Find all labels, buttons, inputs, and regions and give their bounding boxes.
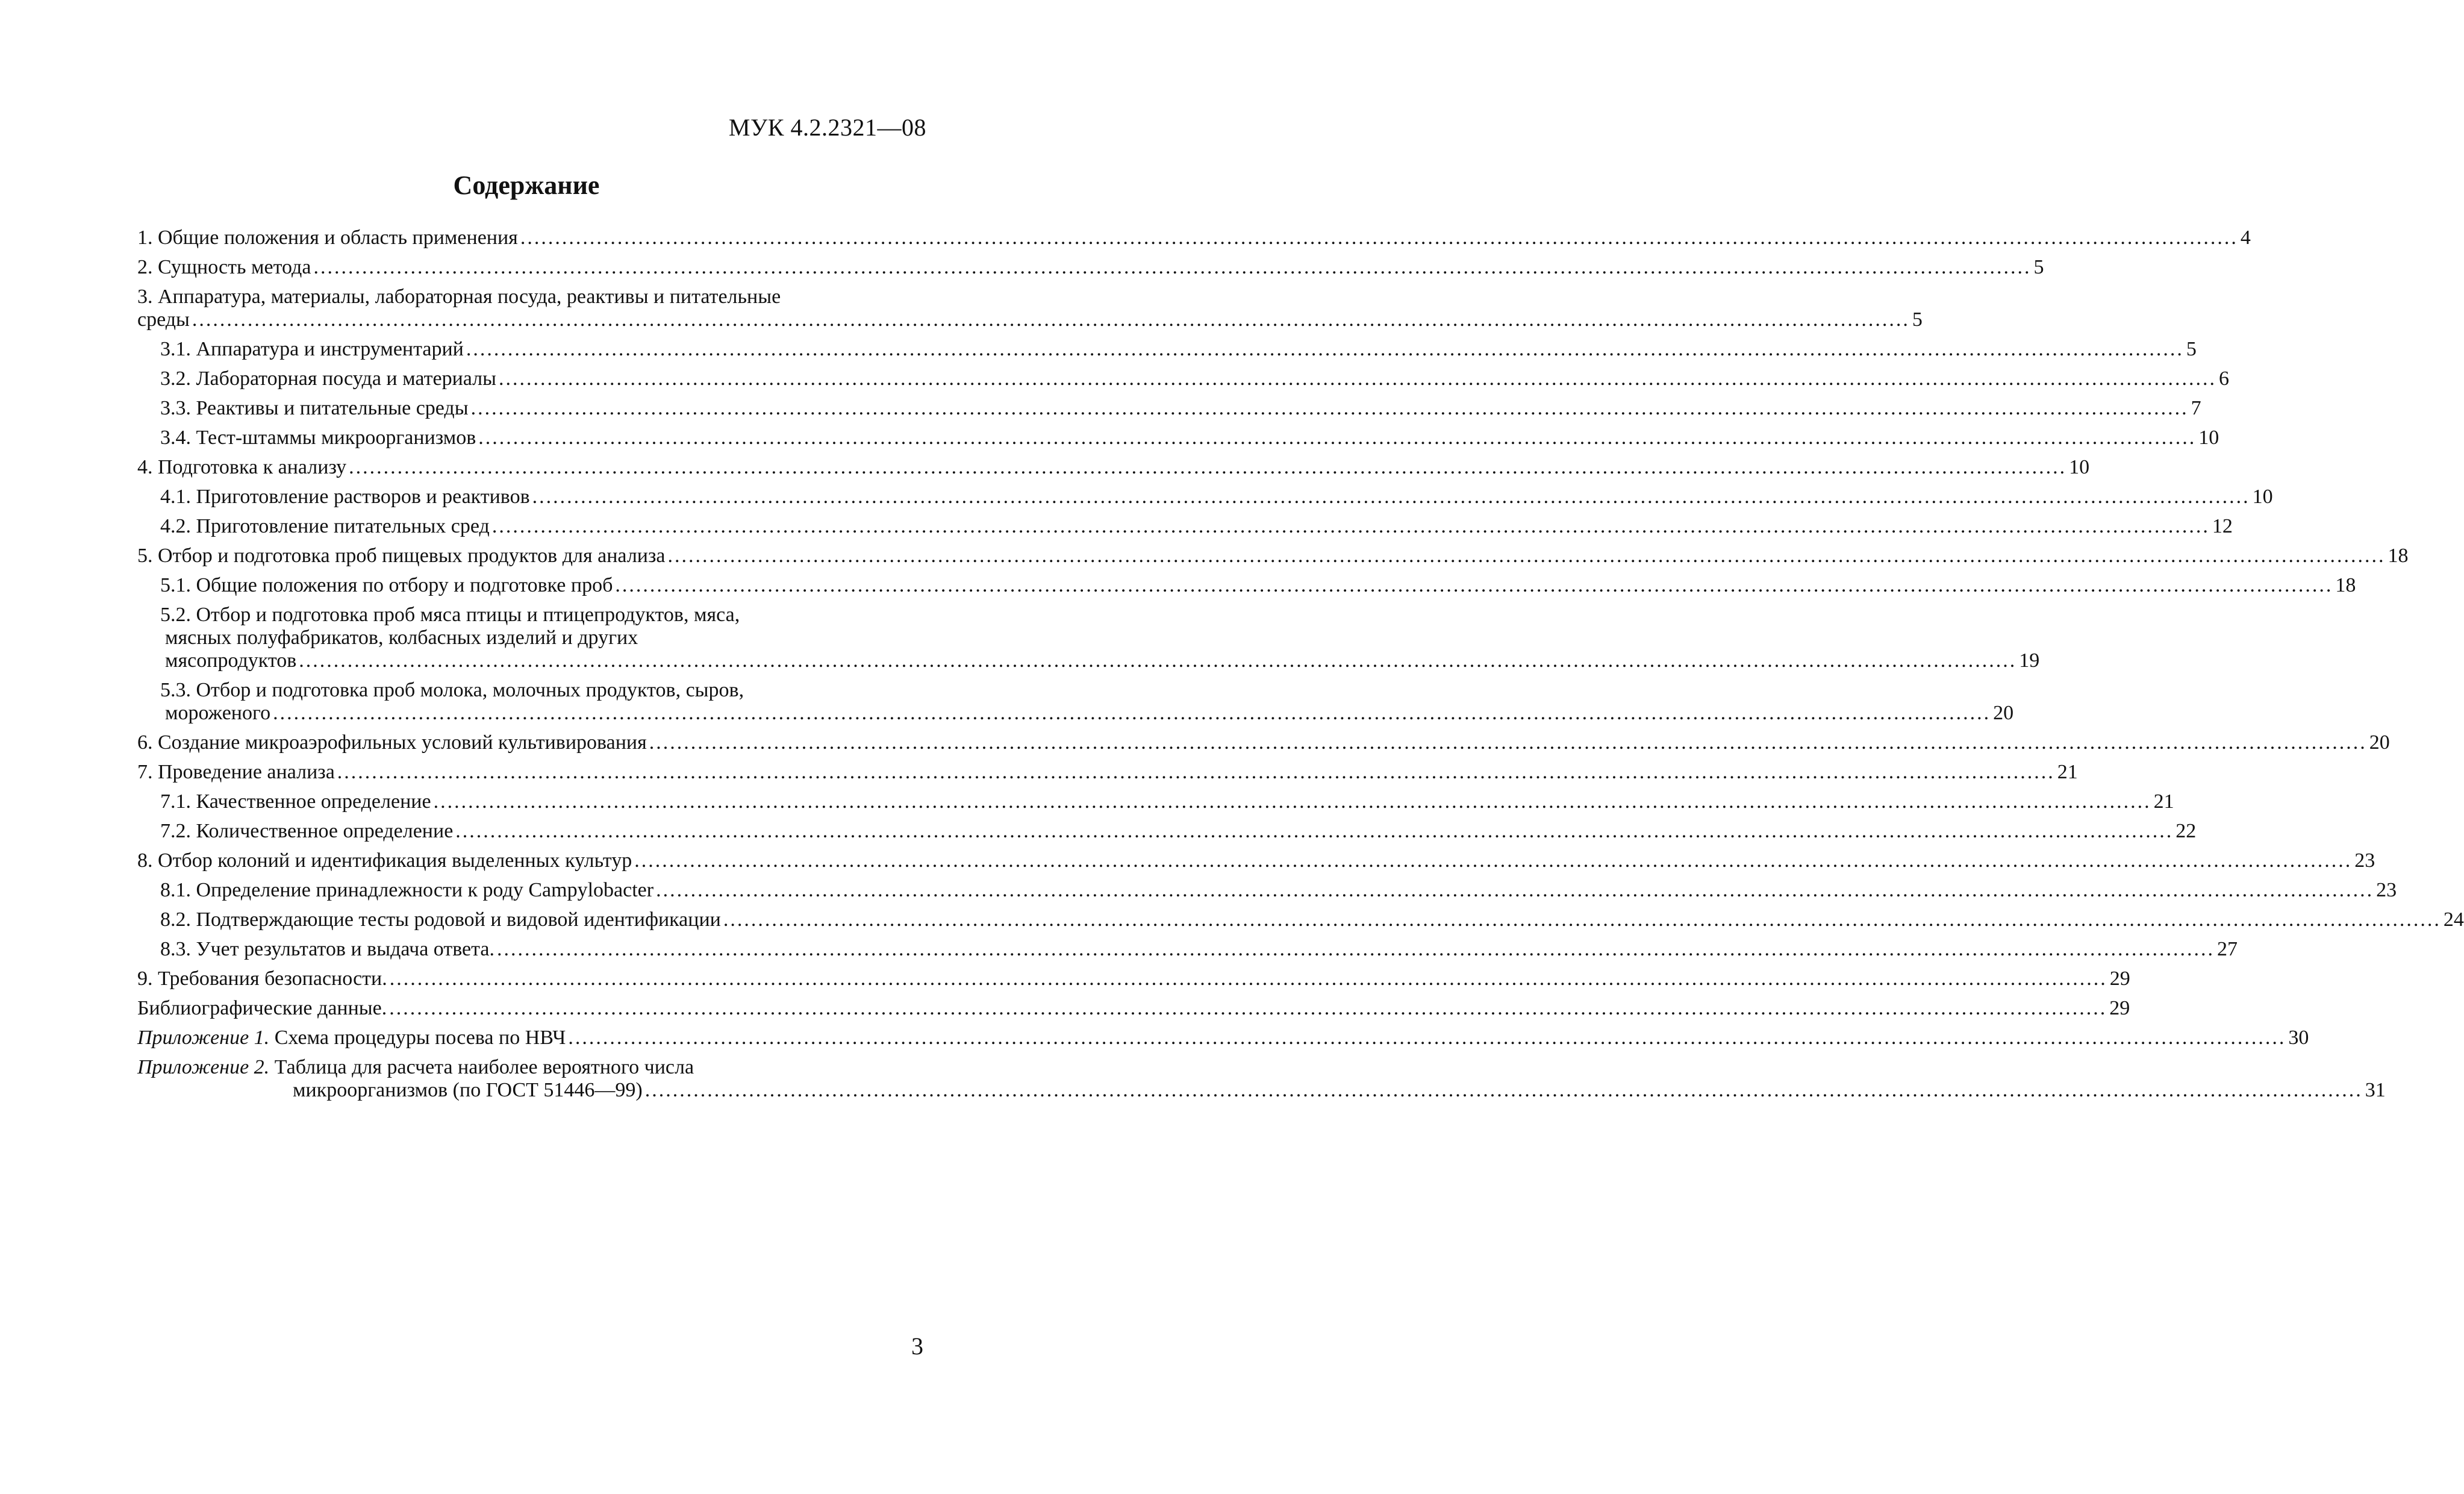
toc-entry-text: 6. Создание микроаэрофильных условий культивирования [137,731,647,754]
dot-leader [390,967,2107,990]
toc-entry-text: Таблица для расчета наиболее вероятного числа [269,1056,694,1078]
dot-leader [668,545,2386,567]
toc-entry [137,731,2390,754]
toc-entry-text: 4.1. Приготовление растворов и реактивов [160,486,530,508]
toc-entry-last-line [137,1079,2386,1102]
toc-entry-last-line [160,702,2014,725]
toc-entry-last-line [160,574,2356,597]
toc-entry [137,1056,2386,1102]
toc-entry [137,545,2409,567]
toc-entry-text: среды [137,308,190,331]
toc-entry-last-line [137,967,2130,990]
toc-entry-text: 5. Отбор и подготовка проб пищевых продуктов для анализа [137,545,666,567]
toc-entry-last-line [160,908,2464,931]
dot-leader [649,731,2367,754]
toc-page-number: 10 [2198,427,2219,449]
toc-entry-text: 2. Сущность метода [137,256,311,278]
toc-entry-text: 7.1. Качественное определение [160,790,431,813]
toc-page-number: 5 [2186,338,2197,360]
toc-page-number: 20 [1993,702,2014,724]
appendix-label: Приложение 1. [137,1027,270,1049]
dot-leader [497,938,2215,961]
toc-page-number: 23 [2354,849,2375,872]
toc-entry-line [137,286,928,308]
toc-page-number: 4 [2240,227,2251,249]
toc-page-number: 30 [2288,1027,2309,1049]
dot-leader [568,1027,2286,1049]
toc-entry [137,997,2130,1020]
toc-page-number: 5 [1912,308,1923,331]
toc-entry-last-line [137,849,2375,872]
toc-page-number: 21 [2153,790,2174,813]
toc-entry-last-line [137,308,1923,331]
toc-entry-text: мороженого [165,702,271,724]
page-title: Содержание [453,170,600,200]
toc-entry-last-line [160,879,2397,902]
toc-entry-last-line [137,227,2251,249]
table-of-contents [137,227,2464,1108]
toc-page-number: 12 [2212,515,2233,537]
toc-entry [160,427,2219,449]
toc-entry [137,849,2375,872]
toc-entry-text: 7. Проведение анализа [137,761,335,783]
dot-leader [337,761,2055,784]
toc-entry [137,456,2090,479]
toc-page-number: 23 [2376,879,2397,901]
toc-page-number: 31 [2365,1079,2386,1101]
toc-entry-text: 7.2. Количественное определение [160,820,454,842]
toc-entry-last-line [137,731,2390,754]
toc-page-number: 10 [2252,486,2273,508]
dot-leader [389,997,2107,1020]
toc-entry-text: мясопродуктов [165,649,297,672]
toc-page-number: 19 [2019,649,2040,672]
dot-leader [313,256,2031,279]
toc-entry [160,820,2197,843]
toc-entry-text: 9. Требования безопасности. [137,967,387,990]
toc-page-number: 20 [2369,731,2390,754]
toc-entry-text: 4.2. Приготовление питательных сред [160,515,490,537]
toc-entry-text: Библиографические данные. [137,997,387,1019]
toc-entry-last-line [160,649,2040,672]
toc-entry-last-line [137,456,2090,479]
dot-leader [634,849,2352,872]
toc-page-number: 5 [2033,256,2044,278]
dot-leader [349,456,2066,479]
toc-entry-line [160,627,928,649]
toc-page-number: 24 [2443,908,2464,931]
toc-entry-text: 8.2. Подтверждающие тесты родовой и видовой идентификации [160,908,721,931]
dot-leader [645,1079,2363,1101]
dot-leader [723,908,2441,931]
toc-entry [160,397,2201,420]
dot-leader [466,338,2184,361]
toc-entry [160,338,2197,361]
toc-entry-text: 5.3. Отбор и подготовка проб молока, молочных продуктов, сыров, [160,679,744,701]
toc-entry-last-line [137,545,2409,567]
page-number: 3 [911,1333,923,1360]
toc-entry-last-line [137,997,2130,1020]
toc-page-number: 21 [2057,761,2078,783]
dot-leader [471,397,2189,420]
toc-entry-last-line [160,820,2197,843]
toc-entry-last-line [160,790,2174,813]
toc-entry [160,486,2273,508]
document-code: МУК 4.2.2321—08 [728,114,926,141]
toc-entry-text: 5.2. Отбор и подготовка проб мяса птицы и птицепродуктов, мяса, [160,604,740,626]
toc-entry [137,967,2130,990]
toc-entry [160,367,2229,390]
toc-entry [137,256,2044,279]
toc-page-number: 29 [2109,967,2130,990]
toc-page-number: 18 [2388,545,2409,567]
toc-entry [160,790,2174,813]
toc-entry-last-line [137,1027,2309,1049]
dot-leader [499,367,2216,390]
toc-entry-text: микроорганизмов (по ГОСТ 51446—99) [293,1079,643,1101]
dot-leader [455,820,2173,843]
toc-entry-line [160,679,928,702]
toc-entry-text: 3.4. Тест-штаммы микроорганизмов [160,427,476,449]
toc-entry-text: 4. Подготовка к анализу [137,456,347,478]
toc-entry-text: 8.1. Определение принадлежности к роду Campylobacter [160,879,654,901]
toc-entry [137,761,2078,784]
toc-entry [160,938,2238,961]
toc-entry-text: 3.1. Аппаратура и инструментарий [160,338,464,360]
toc-page-number: 6 [2218,367,2229,390]
toc-entry [160,604,2040,672]
toc-entry-last-line [137,761,2078,784]
dot-leader [532,486,2250,508]
toc-entry [137,227,2251,249]
toc-entry-text: 3. Аппаратура, материалы, лабораторная посуда, реактивы и питательные [137,286,781,308]
toc-entry-text: 8. Отбор колоний и идентификация выделенных культур [137,849,632,872]
dot-leader [492,515,2210,538]
toc-entry-last-line [160,397,2201,420]
toc-entry-last-line [160,938,2238,961]
dot-leader [273,702,1991,724]
dot-leader [434,790,2151,813]
toc-entry [160,679,2014,725]
dot-leader [478,427,2196,449]
dot-leader [615,574,2333,597]
toc-entry-last-line [137,256,2044,279]
toc-entry-text: 1. Общие положения и область применения [137,227,518,249]
toc-page-number: 10 [2069,456,2090,478]
toc-entry-text: Приложение 1. Схема процедуры посева по НВЧ [137,1027,566,1049]
toc-entry [137,286,1923,331]
dot-leader [299,649,2016,672]
toc-entry-last-line [160,486,2273,508]
toc-entry [137,1027,2309,1049]
toc-entry-text: мясных полуфабрикатов, колбасных изделий и других [165,627,638,649]
toc-page-number: 7 [2191,397,2201,419]
toc-entry-last-line [160,367,2229,390]
toc-page-number: 18 [2335,574,2356,596]
dot-leader [520,227,2238,249]
toc-entry-text: 8.3. Учет результатов и выдача ответа. [160,938,495,960]
toc-entry [160,879,2397,902]
toc-page-number: 27 [2217,938,2238,960]
toc-entry-last-line [160,338,2197,361]
toc-entry-text: 5.1. Общие положения по отбору и подготовке проб [160,574,613,596]
dot-leader [192,308,1910,331]
toc-entry-line [160,604,928,627]
dot-leader [656,879,2374,902]
toc-entry [160,908,2464,931]
toc-page-number: 22 [2175,820,2197,842]
toc-page-number: 29 [2109,997,2130,1019]
toc-entry [160,574,2356,597]
toc-entry-last-line [160,427,2219,449]
toc-entry-text: 3.3. Реактивы и питательные среды [160,397,469,419]
toc-entry-text: 3.2. Лабораторная посуда и материалы [160,367,496,390]
toc-entry [160,515,2233,538]
toc-entry-last-line [160,515,2233,538]
toc-entry-line [137,1056,928,1079]
appendix-label: Приложение 2. [137,1056,270,1078]
